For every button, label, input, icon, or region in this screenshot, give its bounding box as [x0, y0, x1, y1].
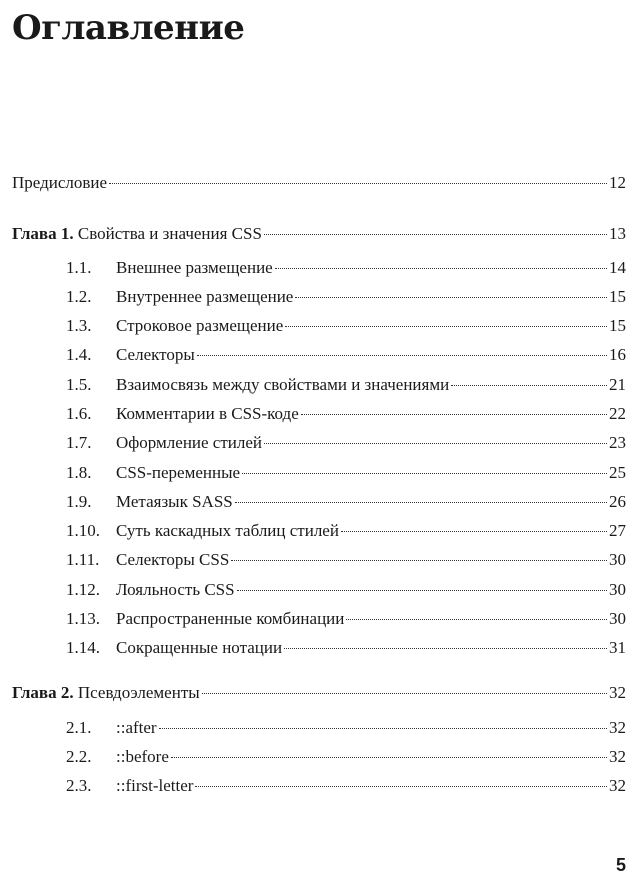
leader-dots: [159, 728, 607, 729]
toc-page-number: 14: [609, 258, 626, 277]
section-number: 1.1.: [66, 258, 92, 277]
toc-entry-1-7[interactable]: [0, 432, 636, 454]
leader-dots: [231, 560, 607, 561]
toc-entry-label: Селекторы: [116, 345, 195, 364]
leader-dots: [202, 693, 607, 694]
toc-page-number: 22: [609, 404, 626, 423]
toc-entry-label: Распространенные комбинации: [116, 609, 345, 628]
toc-page-number: 31: [609, 638, 626, 657]
toc-page-number: 27: [609, 521, 626, 540]
toc-page-number: 32: [609, 718, 626, 737]
toc-entry-label: Метаязык SASS: [116, 492, 233, 511]
toc-entry-preface[interactable]: [0, 172, 636, 194]
section-number: 1.6.: [66, 404, 92, 423]
toc-entry-chapter-2[interactable]: [0, 682, 636, 704]
toc-entry-2-2[interactable]: [0, 746, 636, 768]
toc-page-number: 21: [609, 375, 626, 394]
section-number: 2.1.: [66, 718, 92, 737]
toc-entry-1-3[interactable]: [0, 315, 636, 337]
toc-entry-chapter-1[interactable]: [0, 223, 636, 245]
toc-entry-1-6[interactable]: [0, 403, 636, 425]
toc-entry-1-13[interactable]: [0, 608, 636, 630]
section-number: 1.3.: [66, 316, 92, 335]
toc-page-number: 30: [609, 550, 626, 569]
section-number: 1.5.: [66, 375, 92, 394]
toc-entry-1-14[interactable]: [0, 637, 636, 659]
page-title: Оглавление: [12, 8, 245, 48]
toc-entry-label: Лояльность CSS: [116, 580, 235, 599]
leader-dots: [284, 648, 607, 649]
leader-dots: [275, 268, 607, 269]
toc-page-number: 13: [609, 224, 626, 243]
toc-entry-label: Внутреннее размещение: [116, 287, 294, 306]
toc-entry-label: Сокращенные нотации: [116, 638, 283, 657]
page-number: 5: [615, 855, 626, 875]
toc-entry-label: Взаимосвязь между свойствами и значениями: [116, 375, 450, 394]
leader-dots: [242, 473, 607, 474]
section-number: 1.14.: [66, 638, 100, 657]
toc-page-number: 30: [609, 609, 626, 628]
section-number: 1.4.: [66, 345, 92, 364]
toc-entry-1-2[interactable]: [0, 286, 636, 308]
section-number: 1.8.: [66, 463, 92, 482]
leader-dots: [197, 355, 607, 356]
toc-entry-1-10[interactable]: [0, 520, 636, 542]
toc-page-number: 12: [609, 173, 626, 192]
leader-dots: [171, 757, 607, 758]
chapter-prefix: Глава 1.: [12, 224, 74, 243]
toc-entry-label: Псевдоэлементы: [77, 683, 200, 702]
leader-dots: [264, 234, 607, 235]
section-number: 1.12.: [66, 580, 100, 599]
section-number: 1.10.: [66, 521, 100, 540]
leader-dots: [346, 619, 607, 620]
toc-entry-label: ::first-letter: [116, 776, 194, 795]
toc-entry-label: Селекторы CSS: [116, 550, 230, 569]
section-number: 2.2.: [66, 747, 92, 766]
toc-page-number: 15: [609, 316, 626, 335]
leader-dots: [451, 385, 607, 386]
section-number: 1.11.: [66, 550, 100, 569]
leader-dots: [285, 326, 607, 327]
toc-page-number: 32: [609, 776, 626, 795]
section-number: 2.3.: [66, 776, 92, 795]
section-number: 1.2.: [66, 287, 92, 306]
leader-dots: [195, 786, 607, 787]
toc-entry-1-4[interactable]: [0, 344, 636, 366]
toc-entry-1-1[interactable]: [0, 257, 636, 279]
toc-page-number: 32: [609, 747, 626, 766]
toc-entry-label: Комментарии в CSS-коде: [116, 404, 299, 423]
section-number: 1.9.: [66, 492, 92, 511]
toc-entry-1-11[interactable]: [0, 549, 636, 571]
leader-dots: [295, 297, 607, 298]
leader-dots: [109, 183, 607, 184]
toc-page-number: 15: [609, 287, 626, 306]
toc-page-number: 26: [609, 492, 626, 511]
toc-entry-label: CSS-переменные: [116, 463, 241, 482]
leader-dots: [301, 414, 607, 415]
toc-entry-label: Предисловие: [12, 173, 108, 192]
toc-entry-1-5[interactable]: [0, 374, 636, 396]
toc-entry-1-12[interactable]: [0, 579, 636, 601]
leader-dots: [264, 443, 607, 444]
toc-entry-2-1[interactable]: [0, 717, 636, 739]
leader-dots: [341, 531, 607, 532]
section-number: 1.13.: [66, 609, 100, 628]
toc-page-number: 30: [609, 580, 626, 599]
toc-entry-label: ::after: [116, 718, 157, 737]
toc-entry-1-9[interactable]: [0, 491, 636, 513]
toc-page-number: 16: [609, 345, 626, 364]
toc-page-number: 25: [609, 463, 626, 482]
leader-dots: [235, 502, 607, 503]
toc-entry-label: Оформление стилей: [116, 433, 263, 452]
toc-entry-label: Суть каскадных таблиц стилей: [116, 521, 339, 540]
toc-entry-label: Свойства и значения CSS: [77, 224, 262, 243]
toc-entry-label: ::before: [116, 747, 169, 766]
toc-entry-1-8[interactable]: [0, 462, 636, 484]
toc-entry-label: Внешнее размещение: [116, 258, 273, 277]
toc-entry-label: Строковое размещение: [116, 316, 284, 335]
toc-entry-2-3[interactable]: [0, 775, 636, 797]
toc-page-number: 23: [609, 433, 626, 452]
section-number: 1.7.: [66, 433, 92, 452]
leader-dots: [237, 590, 607, 591]
chapter-prefix: Глава 2.: [12, 683, 74, 702]
toc-page-number: 32: [609, 683, 626, 702]
